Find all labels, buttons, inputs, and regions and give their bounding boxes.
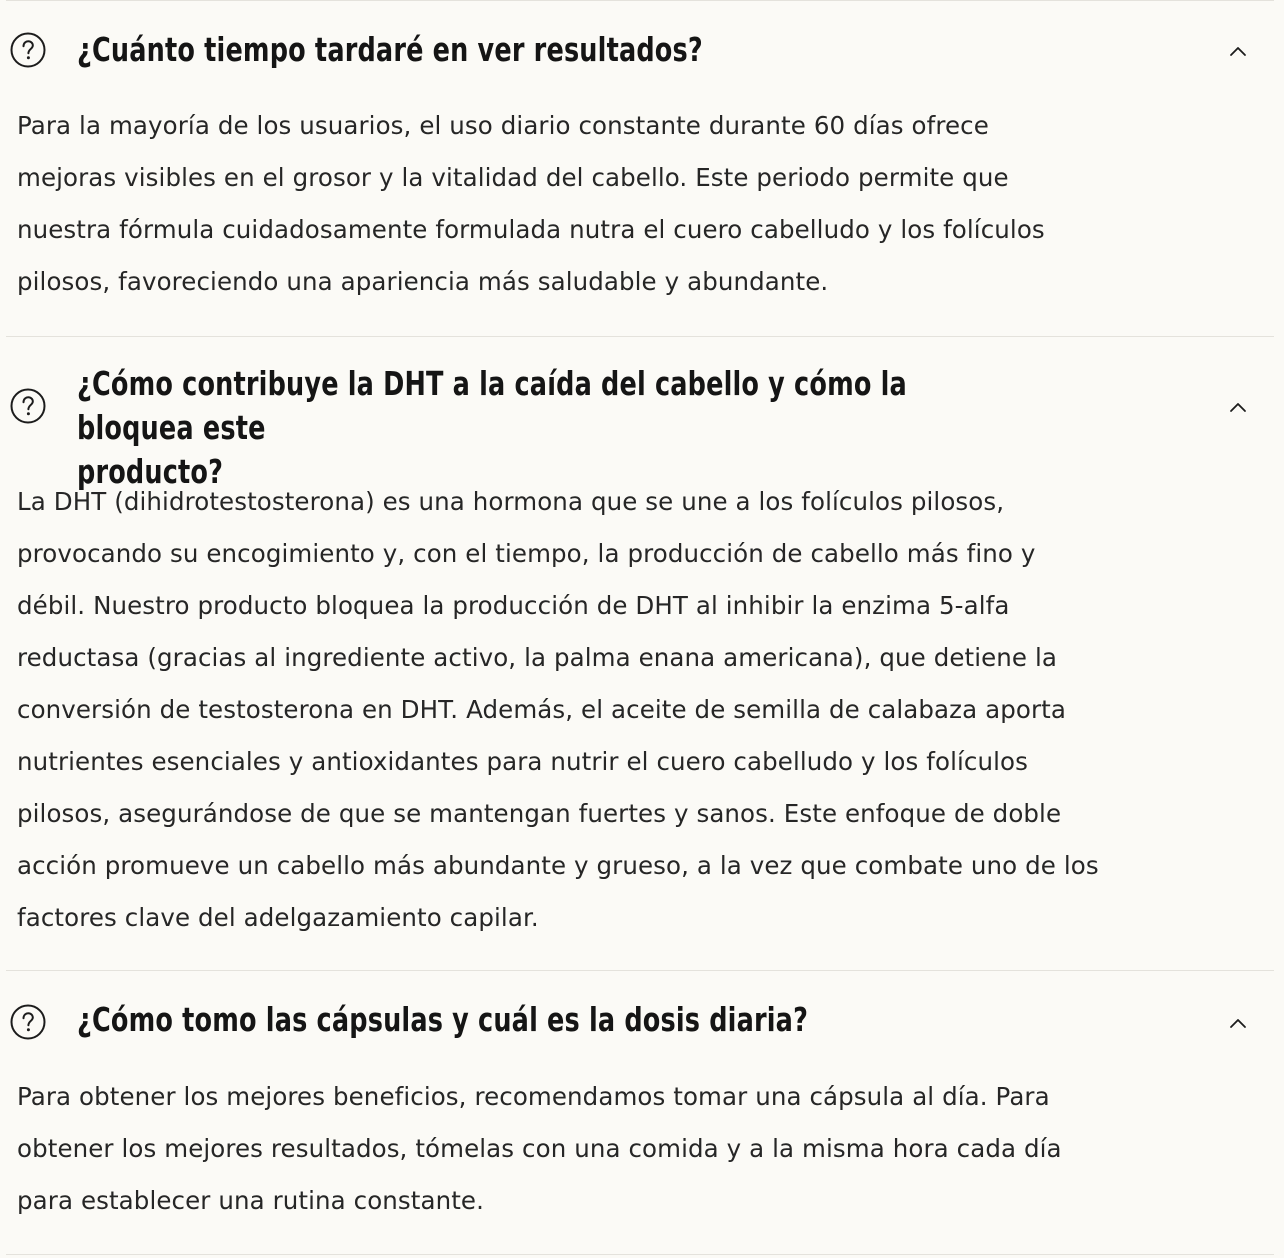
answer-line: reductasa (gracias al ingrediente activo, la palma enana americana), que detiene la [17,643,1058,672]
faq-question-line: ¿Cómo contribuye la DHT a la caída del cabello y cómo la bloquea este [77,364,907,447]
answer-line: nutrientes esenciales y antioxidantes para nutrir el cuero cabelludo y los folículos [17,747,1028,776]
answer-line: La DHT (dihidrotestosterona) es una hormona que se une a los folículos pilosos, [17,487,1005,516]
faq-answer-3 [17,1071,1267,1227]
chevron-up-icon[interactable] [1226,396,1250,420]
answer-line: para establecer una rutina constante. [17,1186,484,1215]
answer-line: obtener los mejores resultados, tómelas con una comida y a la misma hora cada día [17,1134,1062,1163]
chevron-up-icon[interactable] [1226,40,1250,64]
faq-question-line: producto? [77,452,224,491]
divider [6,336,1274,337]
faq-question-line: ¿Cómo tomo las cápsulas y cuál es la dosis diaria? [77,1000,809,1039]
divider [6,1254,1274,1255]
question-circle-icon [10,1004,46,1040]
faq-question-1[interactable] [0,28,1284,72]
faq-answer-1 [17,100,1267,308]
faq-question-2[interactable] [0,362,1284,491]
question-circle-icon [10,388,46,424]
chevron-up-icon[interactable] [1226,1012,1250,1036]
answer-line: Para la mayoría de los usuarios, el uso diario constante durante 60 días ofrece [17,111,989,140]
answer-line: Para obtener los mejores beneficios, recomendamos tomar una cápsula al día. Para [17,1082,1050,1111]
answer-line: pilosos, asegurándose de que se mantengan fuertes y sanos. Este enfoque de doble [17,799,1062,828]
answer-line: mejoras visibles en el grosor y la vitalidad del cabello. Este periodo permite que [17,163,1009,192]
faq-answer-2 [17,476,1267,944]
answer-line: nuestra fórmula cuidadosamente formulada nutra el cuero cabelludo y los folículos [17,215,1045,244]
answer-line: pilosos, favoreciendo una apariencia más saludable y abundante. [17,267,829,296]
divider [6,970,1274,971]
faq-question-title-1 [77,28,1023,72]
answer-line: débil. Nuestro producto bloquea la producción de DHT al inhibir la enzima 5-alfa [17,591,1010,620]
answer-line: acción promueve un cabello más abundante y grueso, a la vez que combate uno de los [17,851,1099,880]
divider [6,0,1274,1]
faq-question-title-2 [77,362,1023,494]
faq-question-line: ¿Cuánto tiempo tardaré en ver resultados? [77,30,703,69]
question-circle-icon [10,32,46,68]
faq-question-title-3 [77,998,1023,1042]
faq-question-3[interactable] [0,998,1284,1042]
answer-line: conversión de testosterona en DHT. Además, el aceite de semilla de calabaza aporta [17,695,1066,724]
answer-line: factores clave del adelgazamiento capilar. [17,903,539,932]
answer-line: provocando su encogimiento y, con el tiempo, la producción de cabello más fino y [17,539,1036,568]
